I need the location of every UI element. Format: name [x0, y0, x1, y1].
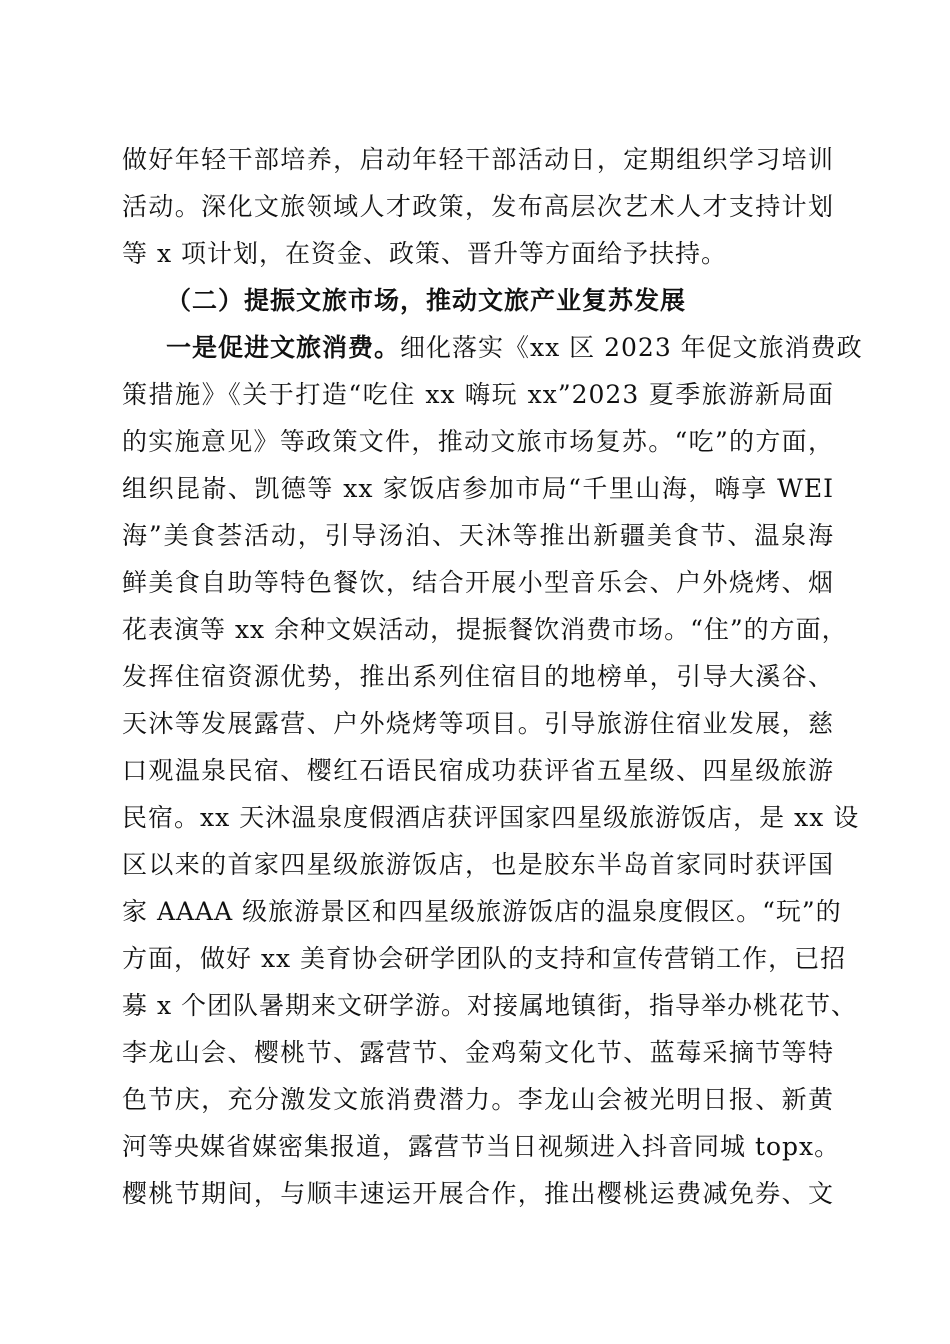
body-line: 河等央媒省媒密集报道，露营节当日视频进入抖音同城 topx。 [122, 1132, 841, 1161]
paragraph-first-line [122, 324, 863, 371]
body-line: 的实施意见》等政策文件，推动文旅市场复苏。“吃”的方面， [122, 427, 834, 456]
body-line: 民宿。xx 天沐温泉度假酒店获评国家四星级旅游饭店，是 xx 设 [122, 803, 860, 832]
body-line: 组织昆嵛、凯德等 xx 家饭店参加市局“千里山海，嗨享 WEI [122, 474, 834, 503]
body-line: 花表演等 xx 余种文娱活动，提振餐饮消费市场。“住”的方面， [122, 615, 848, 644]
body-line: 色节庆，充分激发文旅消费潜力。李龙山会被光明日报、新黄 [122, 1085, 834, 1114]
body-line: 方面，做好 xx 美育协会研学团队的支持和宣传营销工作，已招 [122, 944, 847, 973]
paragraph-first-line-rest: 细化落实《xx 区 2023 年促文旅消费政 [400, 333, 863, 362]
body-line: 樱桃节期间，与顺丰速运开展合作，推出樱桃运费减免券、文 [122, 1179, 834, 1208]
document-page [122, 136, 863, 1217]
paragraph-lead: 一是促进文旅消费。 [166, 333, 401, 362]
body-line: 发挥住宿资源优势，推出系列住宿目的地榜单，引导大溪谷、 [122, 662, 834, 691]
body-line: 等 x 项计划，在资金、政策、晋升等方面给予扶持。 [122, 239, 727, 268]
body-line: 做好年轻干部培养，启动年轻干部活动日，定期组织学习培训 [122, 145, 834, 174]
body-line: 募 x 个团队暑期来文研学游。对接属地镇街，指导举办桃花节、 [122, 991, 857, 1020]
section-heading: （二）提振文旅市场，推动文旅产业复苏发展 [166, 286, 687, 315]
body-line: 口观温泉民宿、樱红石语民宿成功获评省五星级、四星级旅游 [122, 756, 834, 785]
body-line: 天沐等发展露营、户外烧烤等项目。引导旅游住宿业发展，慈 [122, 709, 834, 738]
body-line: 区以来的首家四星级旅游饭店，也是胶东半岛首家同时获评国 [122, 850, 834, 879]
body-line: 海”美食荟活动，引导汤泊、天沐等推出新疆美食节、温泉海 [122, 521, 834, 550]
body-line: 鲜美食自助等特色餐饮，结合开展小型音乐会、户外烧烤、烟 [122, 568, 834, 597]
body-line: 李龙山会、樱桃节、露营节、金鸡菊文化节、蓝莓采摘节等特 [122, 1038, 834, 1067]
body-line: 家 AAAA 级旅游景区和四星级旅游饭店的温泉度假区。“玩”的 [122, 897, 842, 926]
body-line: 活动。深化文旅领域人才政策，发布高层次艺术人才支持计划 [122, 192, 834, 221]
body-line: 策措施》《关于打造“吃住 xx 嗨玩 xx”2023 夏季旅游新局面 [122, 380, 834, 409]
